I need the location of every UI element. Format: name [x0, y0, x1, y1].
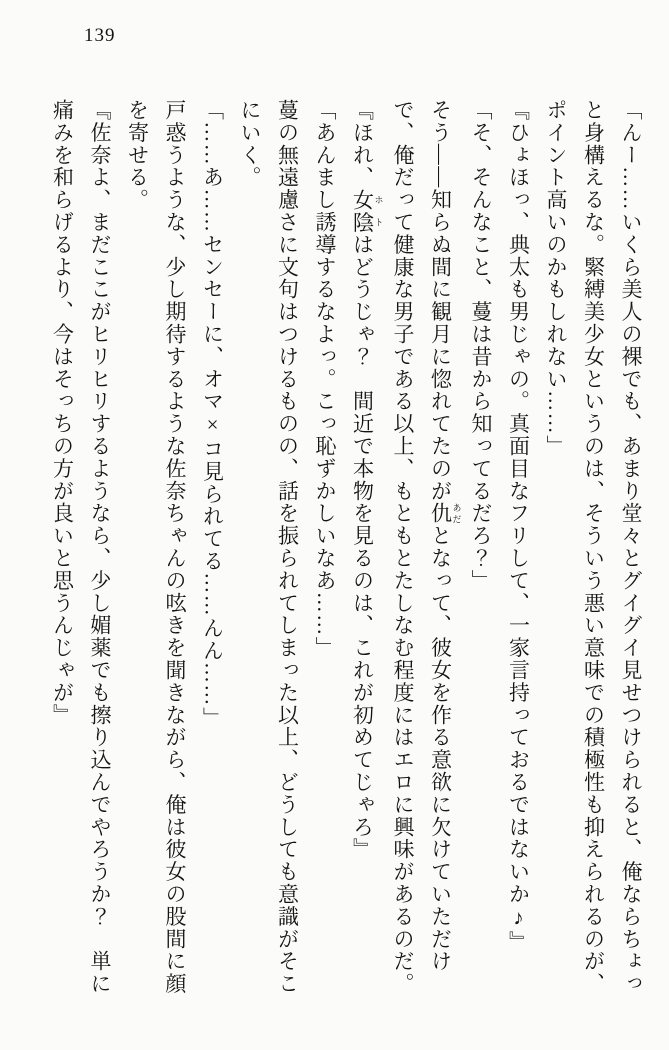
paragraph: 蔓の無遠慮さに文句はつけるものの、話を振られてしまった以上、どうしても意識がそこにいく。 — [238, 99, 300, 995]
paragraph: 「あんまし誘導するなよっ。こっ恥ずかしいなあ……」 — [313, 99, 337, 659]
ruby-annotated-word: 仇 あだ — [428, 502, 462, 525]
paragraph: 戸惑うような、少し期待するような佐奈ちゃんの呟きを聞きながら、俺は彼女の股間に顔を寄せる。 — [125, 99, 187, 995]
paragraph: 「そ、そんなこと、蔓は昔から知ってるだろ？」 — [469, 99, 493, 592]
paragraph: 『ほれ、女陰 ホトはどうじゃ？ 間近で本物を見るのは、これが初めてじゃろ』 — [350, 99, 384, 861]
paragraph: 『ひょほっ、典太も男じゃの。真面目なフリして、一家言持っておるではないか♪』 — [506, 99, 531, 954]
paragraph: 「……あ……センセーに、オマ×コ見られてる……んん……」 — [200, 99, 225, 730]
page-number: 139 — [84, 25, 116, 46]
paragraph: 『佐奈よ、まだここがヒリヒリするようなら、少し媚薬でも擦り込んでやろうか？ 単に痛みを和らげるより、今はそっちの方が良いと思うんじゃが』 — [50, 99, 112, 995]
paragraph: 「んー……いくら美人の裸でも、あまり堂々とグイグイ見せつけられると、俺ならちょっと身構えるな。緊縛美少女というのは、そういう悪い意味での積極性も抑えられるのが、ポイント高いのかもしれない……」 — [544, 99, 643, 995]
vertical-text-block — [39, 99, 649, 999]
paragraph: そう――知らぬ間に観月に惚れてたのが仇 あだとなって、彼女を作る意欲に欠けていただけで、俺だって健康な男子である以上、もともとたしなむ程度にはエロに興味があるのだ。 — [391, 99, 462, 995]
ruby-annotated-word: 女陰 ホト — [350, 188, 384, 234]
